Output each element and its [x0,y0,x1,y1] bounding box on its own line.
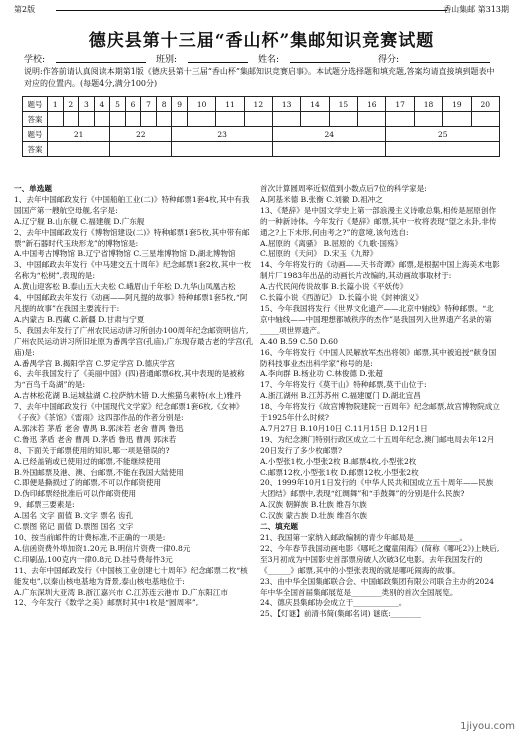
answer-cell[interactable] [48,142,110,157]
question-line: 3、中国邮政去年发行《中马建交五十周年》纪念邮票1套2枚,其中一枚名称为“松树”,表现的是: [14,260,252,281]
answer-cell[interactable] [273,112,301,127]
question-line: 21、我国第一家纳入邮政编制的青少年邮局是____________。 [260,533,468,542]
edition-label: 第2版 [14,5,36,14]
question-line: A.阿基米德 B.张衡 C.刘徽 D.祖冲之 [260,194,383,204]
answer-cell[interactable] [358,112,386,127]
question-number-cell: 8 [156,97,172,112]
question-line: A.李向群 B.杨业功 C.林俊德 D.张超 [260,369,383,379]
question-line: 20、1999年10月1日发行的《中华人民共和国成立五十周年——民族大团结》邮票中,表现“红绸舞”和“手鼓舞”的分别是什么民族? [260,478,494,499]
question-number-cell: 10 [187,97,215,112]
question-number-cell: 19 [443,97,471,112]
question-line: D.伪印邮票经批准后可以作邮资使用 [14,489,137,499]
question-line: A.广东深圳大亚湾 B.浙江嘉兴市 C.江苏连云港市 D.广东阳江市 [14,587,228,597]
question-number-cell: 5 [110,97,126,112]
answer-cell[interactable] [156,112,172,127]
answer-cell[interactable] [216,112,244,127]
question-line: A.番禺学宫 B.揭阳学宫 C.罗定学宫 D.德庆学宫 [14,358,175,368]
question-number-cell: 21 [48,127,110,142]
question-line: 10、按当前邮件的计费标准,不正确的一项是: [14,533,166,542]
answer-cell[interactable] [244,112,272,127]
header-rule [56,10,447,11]
question-line: 4、中国邮政去年发行《动画——阿凡提的故事》特种邮票1套5枚,“阿凡提的故事”在我国主要流行于: [14,293,248,313]
question-number-cell: 2 [63,97,79,112]
right-column [260,184,500,620]
question-line: 17、今年将发行《莫干山》特种邮票,莫干山位于: [260,380,427,390]
answer-table [22,96,500,157]
answer-cell[interactable] [172,112,188,127]
question-line: 14、今年将发行的《动画——天书奇谭》邮票,是根据中国上海美术电影制片厂1983年出品的动画长片改编的,其动画故事取材于: [260,260,500,281]
question-number-row [23,127,500,142]
question-line: A.屈原的《离骚》 B.屈原的《九歌·国殇》 [260,238,403,248]
question-line: 24、德庆县集邮协会成立于____________。 [260,598,407,608]
answer-cell[interactable] [79,112,95,127]
question-line: A.古代民间传说故事 B.长篇小说《平妖传》 [260,282,408,292]
question-line: 18、今年将发行《故宫博物院建院一百周年》纪念邮票,故宫博物院成立于1925年什么时候? [260,402,500,423]
question-line: 7、去年中国邮政发行《中国现代文学家》纪念邮票1套6枚,《女神》《子夜》《茶馆》《雷雨》这四部作品的作者分别是: [14,402,244,423]
question-number-cell: 12 [244,97,272,112]
question-line: 19、为纪念澳门特别行政区成立二十五周年纪念,澳门邮电局去年12月20日发行了多少枚邮票? [260,434,495,455]
question-line: C.鲁迅 茅盾 老舍 曹禺 D.茅盾 鲁迅 曹禺 郭沫若 [14,434,177,444]
instructions: 说明:作答前请认真阅读本期第1版《德庆县第十三届“香山杯”集邮知识竞赛启事》。本试题分选择题和填充题,答案均请直接填到题表中对应的位置内。(每题4分,满分100分) [24,67,495,88]
question-number-row [23,97,500,112]
question-line: 12、今年发行《数学之美》邮票时其中1枚是“圆周率”, [14,598,199,608]
answer-cell[interactable] [94,112,110,127]
question-line: C.票图 铭记 面值 D.票图 国名 文字 [14,522,134,532]
question-line: C.屈原的《天问》 D.宋玉《九辩》 [260,249,378,259]
student-info [24,52,499,64]
question-line: 11、去年中国邮政发行《中国核工业创建七十周年》纪念邮票二枚“核能发电”,以秦山核电基地为背景,泰山核电基地位于: [14,565,248,586]
question-line: A.郭沫若 茅盾 老舍 曹禺 B.郭沫若 老舍 曹禺 鲁迅 [14,423,184,433]
row-label: 题号 [23,127,48,142]
left-column [14,184,254,609]
answer-cell[interactable] [110,112,126,127]
question-number-cell: 3 [79,97,95,112]
answer-cell[interactable] [125,112,141,127]
question-line: C.即便是撕损过了的邮票,不可以作邮资使用 [14,478,162,488]
question-line: 8、下面关于邮票使用的知识,哪一项是错误的? [14,445,170,455]
class-label: 班别: [156,55,178,65]
answer-cell[interactable] [471,112,499,127]
question-line: A.40 B.59 C.50 D.60 [260,336,338,346]
question-line: C.印刷品,100克内一律0.8元 D.挂号费每件3元 [14,554,173,564]
question-number-cell: 1 [48,97,64,112]
question-line: A.信函资费外埠加资1.20元 B.明信片资费一律0.8元 [14,543,191,553]
question-number-cell: 7 [141,97,157,112]
name-line[interactable] [290,62,350,63]
question-line: 5、我国去年发行了广州农民运动讲习所创办100周年纪念邮资明信片,广州农民运动讲习所旧址原为番禺学宫(孔庙),广东现存最古老的学宫(孔庙)是: [14,325,254,357]
question-line: A.辽宁舰 B.山东舰 C.福建舰 D.广东舰 [14,216,145,226]
exam-title: 德庆县第十三届“香山杯”集邮知识竞赛试题 [88,31,435,51]
question-line: A.内蒙古 B.西藏 C.新疆 D.甘肃与宁夏 [14,314,145,324]
question-line: C.邮票12枚,小型张1枚 D.邮票12枚,小型张2枚 [260,467,419,477]
question-number-cell: 14 [301,97,329,112]
answer-row [23,112,500,127]
name-label: 姓名: [258,55,280,65]
row-label: 题号 [23,97,48,112]
question-line: A.小型张1枚,小型张2枚 B.邮票4枚,小型张2枚 [260,456,417,466]
question-number-cell: 24 [273,127,386,142]
score-line[interactable] [410,62,490,63]
question-line: A.已经盖销或已使用过的邮票,不能继续使用 [14,456,161,466]
question-number-cell: 4 [94,97,110,112]
question-line: B.外国邮票及港、澳、台邮票,不能在我国大陆使用 [14,467,184,477]
page-header [14,4,509,16]
question-line: A.黄山迎客松 B.泰山五大夫松 C.峨眉山千年松 D.九华山凤凰古松 [14,282,236,292]
answer-cell[interactable] [414,112,442,127]
answer-cell[interactable] [48,112,64,127]
class-line[interactable] [188,62,248,63]
answer-cell[interactable] [301,112,329,127]
question-number-cell: 6 [125,97,141,112]
question-line: C.长篇小说《西游记》 D.长篇小说《封神演义》 [260,293,423,303]
question-line: 首次计算圆周率近似值到小数点后7位的科学家是: [260,184,427,193]
question-number-cell: 13 [273,97,301,112]
section-heading: 二、填充题 [260,522,298,532]
question-number-cell: 11 [216,97,244,112]
question-line: 25、【灯谜】前清书简(集邮名词) 谜底:________ [260,609,422,619]
row-label: 答案 [23,142,48,157]
answer-cell[interactable] [110,142,172,157]
question-line: A.吉林松花湖 B.运城盐湖 C.拉萨纳木错 D.大熊猫乌素特(水上)雅丹 [14,391,242,401]
question-line: 23、由中华全国集邮联合会、中国邮政集团有限公司联合主办的2024年中华全国首届集邮展览是________类别的首次全国展览。 [260,576,495,597]
question-line: 13、《楚辞》是中国文学史上第一部浪漫主义诗歌总集,相传是屈原创作的一种新诗体。今年发行《楚辞》邮票,其中一枚将表现“望之永卦,非传通之?上下未形,何由考之?”的意境,该句选自: [260,205,497,237]
row-label: 答案 [23,112,48,127]
answer-cell[interactable] [172,142,273,157]
question-number-cell: 16 [358,97,386,112]
question-line: A.中国考古博物馆 B.辽宁省博物馆 C.三星堆博物馆 D.湖北博物馆 [14,249,236,259]
newspaper-label: 香山集邮 第313期 [443,5,509,14]
question-number-cell: 20 [471,97,499,112]
question-line: 22、今年春节我国动画电影《哪吒之魔童闹海》(简称《哪吒2》)上映后,至3月初成为中国影史首部票房破人次破3亿电影。去年我国发行的《______》邮票,其中的小型张表现的就是哪吒闹海的故事。 [260,543,500,575]
question-number-cell: 17 [386,97,414,112]
question-line: C.汉族 蒙古族 D.壮族 维吾尔族 [260,511,367,521]
question-line: A.浙江湖州 B.江苏苏州 C.福建厦门 D.湖北宜昌 [260,391,421,401]
question-line: A.7月27日 B.10月10日 C.11月15日 D.12月1日 [260,423,428,433]
school-line[interactable] [56,62,146,63]
school-label: 学校: [24,55,46,65]
question-line: 1、去年中国邮政发行《中国船舶工业(二)》特种邮票1套4枚,其中有我国国产第一艘航空母舰,名字是: [14,194,250,215]
answer-cell[interactable] [63,112,79,127]
question-line: 16、今年将发行《中国人民解放军杰出将领》邮票,其中被追授“献身国防科技事业杰出科学家”称号的是: [260,347,497,368]
question-number-cell: 18 [414,97,442,112]
answer-cell[interactable] [329,112,357,127]
watermark: 1jiyou.com [460,721,515,732]
answer-row [23,142,500,157]
question-number-cell: 22 [110,127,172,142]
question-line: 9、邮票三要素是: [14,500,75,510]
question-number-cell: 15 [329,97,357,112]
question-line: A.国名 文字 面值 B.文字 票名 齿孔 [14,511,134,521]
answer-cell[interactable] [187,112,215,127]
question-number-cell: 23 [172,127,273,142]
answer-cell[interactable] [273,142,386,157]
score-label: 得分: [378,55,400,65]
section-heading: 一、单选题 [14,184,52,193]
answer-cell[interactable] [141,112,157,127]
question-line: 15、今年我国将发行《世界文化遗产——北京中轴线》特种邮票。“北京中轴线——中国理想都城秩序的杰作”是我国列入世界遗产名录的第_____项世界遗产。 [260,303,494,335]
answer-cell[interactable] [386,112,414,127]
question-number-cell: 25 [386,127,500,142]
question-line: A.汉族 朝鲜族 B.壮族 维吾尔族 [260,500,367,510]
question-line: 2、去年中国邮政发行《博物馆建设(二)》特种邮票1套5枚,其中带有邮票“新石器时代玉玦形龙”的博物馆是: [14,227,250,248]
answer-cell[interactable] [386,142,500,157]
question-line: 6、去年我国发行了《美丽中国》(四)普通邮票6枚,其中表现的是被称为“百鸟千岛湖”的是: [14,369,245,390]
question-number-cell: 9 [172,97,188,112]
answer-cell[interactable] [443,112,471,127]
